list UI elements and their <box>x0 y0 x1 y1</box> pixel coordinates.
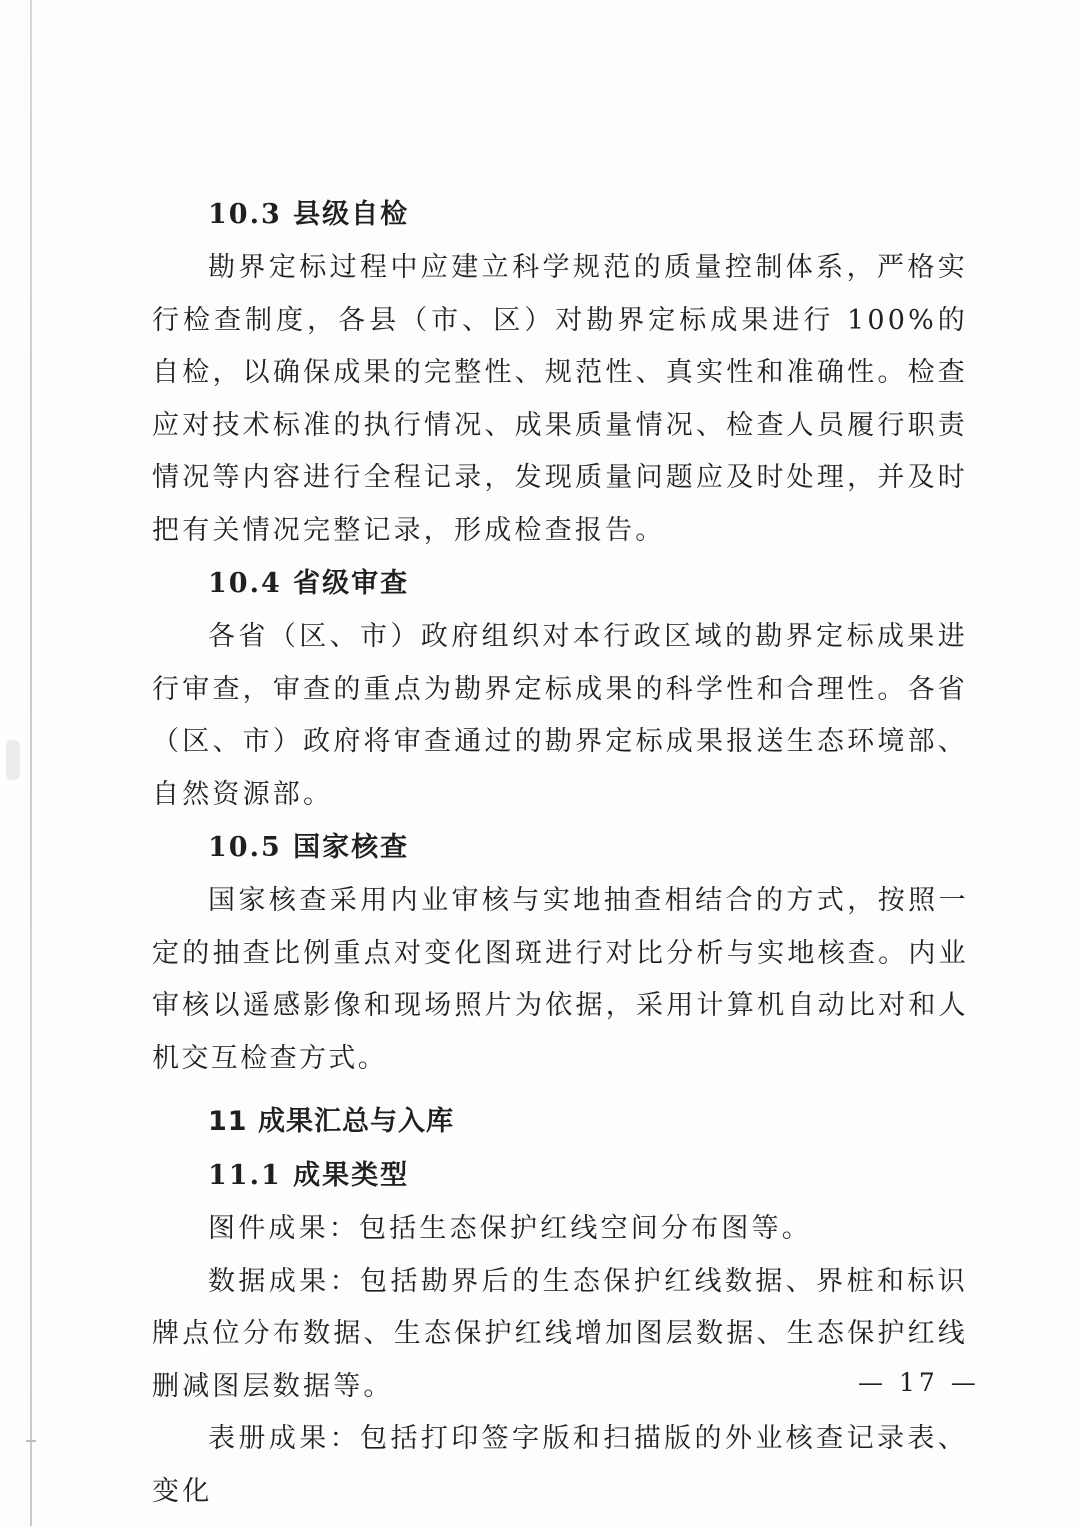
page-number: — 17 — <box>858 1368 980 1397</box>
document-body <box>152 188 968 1518</box>
paragraph: 各省（区、市）政府组织对本行政区域的勘界定标成果进行审查，审查的重点为勘界定标成果的科学性和合理性。各省（区、市）政府将审查通过的勘界定标成果报送生态环境部、自然资源部。 <box>152 621 968 810</box>
paragraph: 勘界定标过程中应建立科学规范的质量控制体系，严格实行检查制度，各县（市、区）对勘界定标成果进行 100%的自检，以确保成果的完整性、规范性、真实性和准确性。检查应对技术标准的执行情况、成果质量情况、检查人员履行职责情况等内容进行全程记录，发现质量问题应及时处理，并及时把有关情况完整记录，形成检查报告。 <box>152 252 968 546</box>
chapter-heading-11: 11 成果汇总与入库 <box>208 1106 454 1137</box>
scan-artifact <box>6 740 20 780</box>
section-heading-10-4: 10.4 省级审查 <box>208 568 410 599</box>
section-heading-10-3: 10.3 县级自检 <box>208 199 410 230</box>
section-heading-11-1: 11.1 成果类型 <box>208 1160 410 1191</box>
binding-margin-line <box>30 0 32 1526</box>
paragraph: 表册成果：包括打印签字版和扫描版的外业核查记录表、变化 <box>152 1423 968 1507</box>
paragraph: 图件成果：包括生态保护红线空间分布图等。 <box>208 1213 812 1244</box>
binding-tick-mark <box>26 1440 36 1442</box>
paragraph: 数据成果：包括勘界后的生态保护红线数据、界桩和标识牌点位分布数据、生态保护红线增加图层数据、生态保护红线删减图层数据等。 <box>152 1265 968 1402</box>
section-heading-10-5: 10.5 国家核查 <box>208 832 410 863</box>
paragraph: 国家核查采用内业审核与实地抽查相结合的方式，按照一定的抽查比例重点对变化图斑进行对比分析与实地核查。内业审核以遥感影像和现场照片为依据，采用计算机自动比对和人机交互检查方式。 <box>152 885 968 1074</box>
